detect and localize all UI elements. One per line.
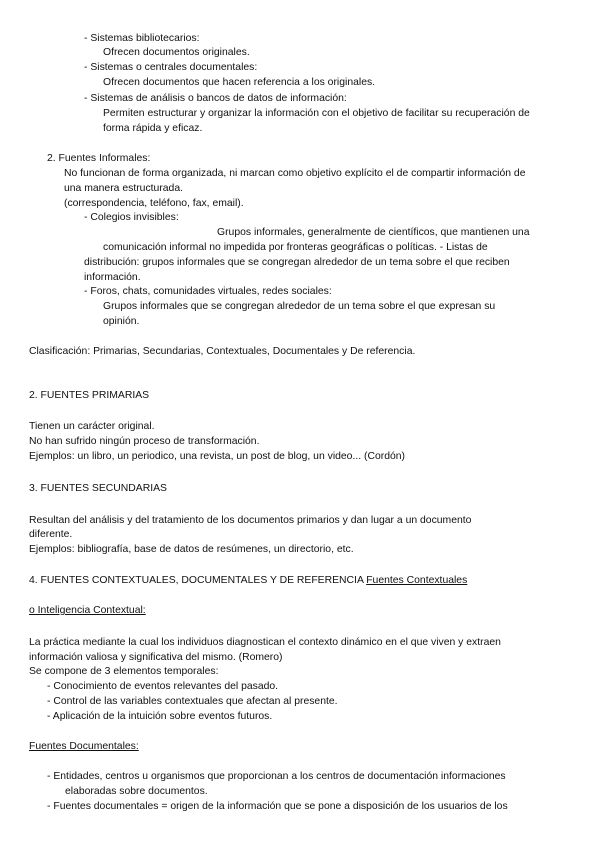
inteligencia-contextual-link[interactable]: o Inteligencia Contextual: xyxy=(29,605,146,616)
paragraph-line: una manera estructurada. xyxy=(64,183,183,194)
list-item-colegios-invisibles: - Colegios invisibles: xyxy=(84,212,179,223)
heading-text: 4. FUENTES CONTEXTUALES, DOCUMENTALES Y DE REFERENCIA xyxy=(29,575,364,586)
list-item-desc: elaboradas sobre documentos. xyxy=(65,786,208,797)
list-item: - Aplicación de la intuición sobre eventos futuros. xyxy=(47,711,273,722)
list-item: - Fuentes documentales = origen de la información que se pone a disposición de los usuarios de los xyxy=(47,801,508,812)
list-item-sistemas-centrales: - Sistemas o centrales documentales: xyxy=(84,62,258,73)
list-item-sistemas-bibliotecarios: - Sistemas bibliotecarios: xyxy=(84,33,200,44)
list-item-desc: comunicación informal no impedida por fronteras geográficas o políticas. - Listas de xyxy=(103,242,488,253)
list-item-desc: distribución: grupos informales que se congregan alrededor de un tema sobre el que reciben xyxy=(84,257,510,268)
paragraph-line: Se compone de 3 elementos temporales: xyxy=(29,666,219,677)
section-heading-fuentes-secundarias: 3. FUENTES SECUNDARIAS xyxy=(29,483,167,494)
list-item-desc: Ofrecen documentos que hacen referencia a los originales. xyxy=(103,77,376,88)
list-item-desc: Grupos informales que se congregan alrededor de un tema sobre el que expresan su xyxy=(103,301,496,312)
fuentes-documentales-heading[interactable]: Fuentes Documentales: xyxy=(29,741,139,752)
list-item-foros: - Foros, chats, comunidades virtuales, redes sociales: xyxy=(84,286,332,297)
fuentes-contextuales-link[interactable]: Fuentes Contextuales xyxy=(366,575,468,586)
list-item-desc: Permiten estructurar y organizar la información con el objetivo de facilitar su recuperación de xyxy=(103,108,530,119)
paragraph-line: información valiosa y significativa del mismo. (Romero) xyxy=(29,652,283,663)
paragraph-line: Ejemplos: un libro, un periodico, una revista, un post de blog, un video... (Cordón) xyxy=(29,451,406,462)
list-item-desc: forma rápida y eficaz. xyxy=(103,123,203,134)
paragraph-line: diferente. xyxy=(29,529,73,540)
list-item-desc: Grupos informales, generalmente de científicos, que mantienen una xyxy=(217,227,530,238)
paragraph-line: (correspondencia, teléfono, fax, email). xyxy=(64,198,244,209)
paragraph-line: Resultan del análisis y del tratamiento de los documentos primarios y dan lugar a un documento xyxy=(29,515,472,526)
list-item-desc: información. xyxy=(84,272,141,283)
paragraph-line: Ejemplos: bibliografía, base de datos de resúmenes, un directorio, etc. xyxy=(29,544,354,555)
paragraph-line: Tienen un carácter original. xyxy=(29,421,155,432)
section-heading-fuentes-primarias: 2. FUENTES PRIMARIAS xyxy=(29,390,150,401)
paragraph-line: La práctica mediante la cual los individuos diagnostican el contexto dinámico en el que viven y extraen xyxy=(29,637,501,648)
clasificacion-line: Clasificación: Primarias, Secundarias, Contextuales, Documentales y De referencia. xyxy=(29,346,416,357)
list-item-sistemas-analisis: - Sistemas de análisis o bancos de datos de información: xyxy=(84,93,347,104)
list-item: - Control de las variables contextuales que afectan al presente. xyxy=(47,696,338,707)
list-item: - Entidades, centros u organismos que proporcionan a los centros de documentación informaciones xyxy=(47,771,506,782)
section-heading-fuentes-informales: 2. Fuentes Informales: xyxy=(47,153,151,164)
section-heading-fuentes-contextuales xyxy=(29,574,467,587)
paragraph-line: No han sufrido ningún proceso de transformación. xyxy=(29,436,260,447)
list-item-desc: opinión. xyxy=(103,316,140,327)
list-item-desc: Ofrecen documentos originales. xyxy=(103,47,250,58)
paragraph-line: No funcionan de forma organizada, ni marcan como objetivo explícito el de compartir información de xyxy=(64,168,526,179)
list-item: - Conocimiento de eventos relevantes del pasado. xyxy=(47,681,279,692)
